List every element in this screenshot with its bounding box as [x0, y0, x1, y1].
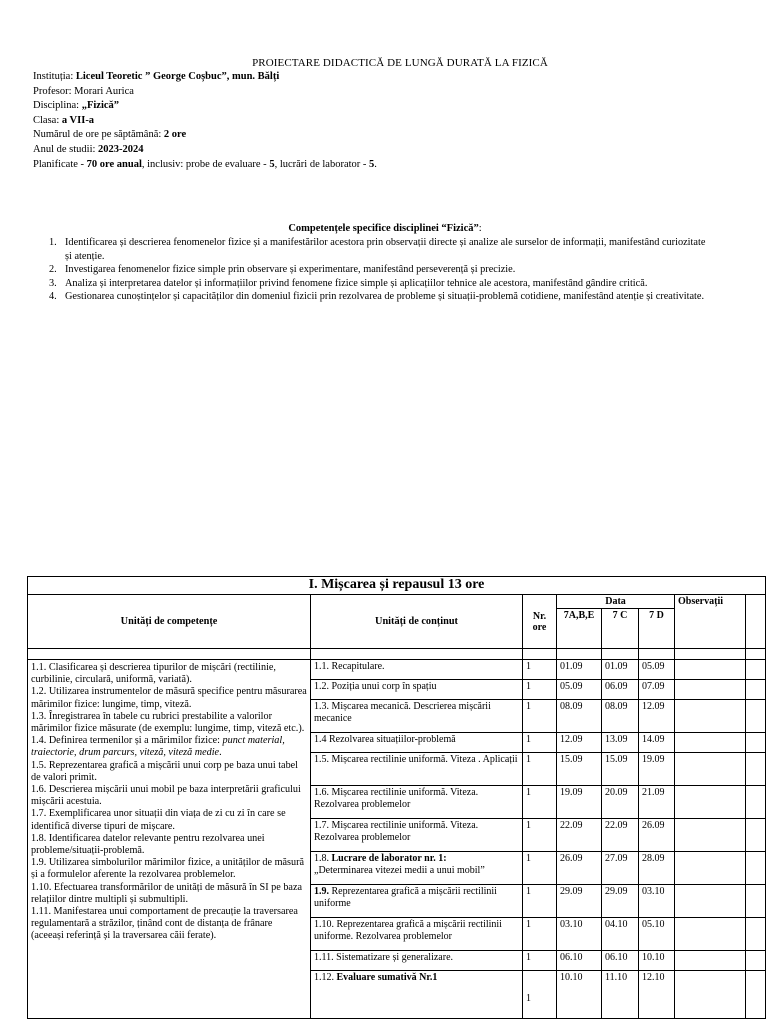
- competence-item: [49, 290, 709, 304]
- extra-cell: [746, 971, 766, 1019]
- date-cell: 04.10: [602, 918, 639, 951]
- document-info: [33, 70, 377, 172]
- competence-item: [49, 263, 709, 277]
- date-cell: 06.10: [602, 951, 639, 971]
- extra-cell: [746, 680, 766, 700]
- observations-cell: [675, 918, 746, 951]
- institution-label: Instituția:: [33, 71, 76, 82]
- hours-cell: 1: [523, 786, 557, 819]
- year-value: 2023-2024: [98, 143, 144, 155]
- discipline-value: „Fizică”: [81, 100, 120, 112]
- observations-cell: [675, 819, 746, 852]
- year-line: [33, 143, 377, 158]
- extra-cell: [746, 786, 766, 819]
- content-cell: 1.2. Poziția unui corp în spațiu: [311, 680, 523, 700]
- institution-value: Liceul Teoretic ” George Coșbuc”, mun. Bălți: [75, 71, 280, 82]
- class-line: [33, 114, 377, 129]
- evaluation-prefix: 1.12.: [314, 972, 337, 983]
- spacer-cell: [557, 649, 602, 660]
- competence-number: 3.: [49, 277, 57, 289]
- planned-mid2: , lucrări de laborator -: [274, 158, 370, 170]
- competences-heading-text: Competențele specifice disciplinei “Fizică”: [288, 223, 479, 234]
- planned-line: [33, 158, 377, 173]
- evaluation-title: Evaluare sumativă Nr.1: [336, 972, 438, 983]
- competences-heading-suffix: :: [478, 223, 482, 234]
- extra-cell: [746, 700, 766, 733]
- hours-cell: 1: [523, 753, 557, 786]
- observations-cell: [675, 786, 746, 819]
- date-group-2: 7 C: [602, 609, 639, 649]
- spacer-cell: [28, 649, 311, 660]
- unit-title: I. Mișcarea și repausul 13 ore: [28, 577, 766, 595]
- observations-cell: [675, 971, 746, 1019]
- teacher-line: [33, 85, 377, 100]
- competence-1-3: 1.3. Înregistrarea în tabele cu rubrici prestabilite a valorilor mărimilor fizice măsurate (de exemplu: lungime, timp, viteză etc.).: [31, 710, 305, 735]
- extra-cell: [746, 852, 766, 885]
- date-cell: 20.09: [602, 786, 639, 819]
- extra-cell: [746, 660, 766, 680]
- competence-1-9: 1.9. Utilizarea simbolurilor mărimilor fizice, a unităților de măsură și a formulelor aferente la rezolvarea problemelor.: [31, 857, 304, 881]
- competence-number: 4.: [49, 291, 57, 303]
- competence-1-2: 1.2. Utilizarea instrumentelor de măsură specifice pentru măsurarea mărimilor fizice: lungime, timp, viteză.: [31, 686, 307, 710]
- observations-cell: [675, 733, 746, 753]
- hours-cell: 1: [523, 819, 557, 852]
- planned-mid: , inclusiv: probe de evaluare -: [141, 158, 270, 170]
- competence-1-4-terms: punct material, traiectorie, drum parcurs, viteză, viteză medie: [31, 735, 285, 759]
- date-cell: 10.10: [639, 951, 675, 971]
- evaluations-count: 5: [269, 158, 275, 170]
- hours-label: Numărul de ore pe săptămână:: [33, 129, 164, 141]
- graph-text: Reprezentarea grafică a mișcării rectilinii uniforme: [314, 886, 497, 910]
- extra-cell: [746, 819, 766, 852]
- competence-item: [49, 277, 709, 291]
- hours-cell: 1: [523, 700, 557, 733]
- content-cell: 1.3. Mișcarea mecanică. Descrierea mișcării mecanice: [311, 700, 523, 733]
- date-cell: 22.09: [557, 819, 602, 852]
- col-header-content: Unități de conținut: [311, 595, 523, 649]
- date-cell: 08.09: [557, 700, 602, 733]
- class-value: a VII-a: [61, 114, 95, 126]
- teacher-value: Morari Aurica: [74, 85, 134, 97]
- content-cell: 1.7. Mișcarea rectilinie uniformă. Viteza. Rezolvarea problemelor: [311, 819, 523, 852]
- col-header-observations: Observații: [675, 595, 746, 649]
- date-cell: 15.09: [557, 753, 602, 786]
- document-title: PROIECTARE DIDACTICĂ DE LUNGĂ DURATĂ LA FIZICĂ: [252, 57, 548, 69]
- hours-cell: 1: [523, 660, 557, 680]
- competence-1-6: 1.6. Descrierea mișcării unui mobil pe baza interpretării graficului mișcării acestuia.: [31, 784, 301, 808]
- planned-label: Planificate -: [33, 158, 87, 170]
- hours-cell: 1: [523, 852, 557, 885]
- competence-1-8: 1.8. Identificarea datelor relevante pentru rezolvarea unei probleme/situații-problemă.: [31, 832, 265, 857]
- date-cell: 14.09: [639, 733, 675, 753]
- content-cell: 1.4 Rezolvarea situațiilor-problemă: [311, 733, 523, 753]
- graph-number: 1.9.: [314, 886, 329, 897]
- plan-table: [27, 576, 766, 1019]
- observations-cell: [675, 700, 746, 733]
- observations-cell: [675, 660, 746, 680]
- hours-cell: 1: [523, 885, 557, 918]
- spacer-cell: [746, 649, 766, 660]
- date-cell: 01.09: [557, 660, 602, 680]
- date-cell: 07.09: [639, 680, 675, 700]
- date-cell: 12.09: [557, 733, 602, 753]
- competence-1-4-end: .: [219, 747, 222, 759]
- date-cell: 27.09: [602, 852, 639, 885]
- planned-end: .: [374, 158, 377, 170]
- observations-cell: [675, 852, 746, 885]
- date-cell: 29.09: [602, 885, 639, 918]
- spacer-cell: [311, 649, 523, 660]
- competence-1-7: 1.7. Exemplificarea unor situații din viața de zi cu zi în care se identifică diverse tipuri de mișcare.: [31, 808, 286, 832]
- competences-heading: [0, 223, 768, 234]
- planned-hours: 70 ore anual: [86, 158, 142, 170]
- date-cell: 06.09: [602, 680, 639, 700]
- competence-1-5: 1.5. Reprezentarea grafică a mișcării unui corp pe baza unui tabel de valori primit.: [31, 759, 299, 783]
- date-group-3: 7 D: [639, 609, 675, 649]
- hours-cell: 1: [523, 680, 557, 700]
- content-cell: 1.10. Reprezentarea grafică a mișcării rectilinii uniforme. Rezolvarea problemelor: [311, 918, 523, 951]
- date-cell: 28.09: [639, 852, 675, 885]
- date-cell: 03.10: [639, 885, 675, 918]
- observations-cell: [675, 951, 746, 971]
- extra-cell: [746, 753, 766, 786]
- col-header-date: Data: [557, 595, 675, 609]
- competence-item: [49, 236, 709, 263]
- competence-1-11: 1.11. Manifestarea unui comportament de precauție la traversarea regulamentară a străzilor, ținând cont de distanța de frânare (aceeași referință și la traversarea căii ferate).: [31, 906, 298, 942]
- extra-cell: [746, 918, 766, 951]
- date-cell: 29.09: [557, 885, 602, 918]
- discipline-line: [33, 99, 377, 114]
- content-cell: 1.1. Recapitulare.: [311, 660, 523, 680]
- date-cell: 05.09: [557, 680, 602, 700]
- observations-cell: [675, 680, 746, 700]
- extra-cell: [746, 951, 766, 971]
- spacer-cell: [523, 649, 557, 660]
- date-cell: 05.09: [639, 660, 675, 680]
- labs-count: 5: [369, 158, 375, 170]
- date-cell: 26.09: [557, 852, 602, 885]
- graph-content-cell: [311, 885, 523, 918]
- spacer-cell: [675, 649, 746, 660]
- date-cell: 21.09: [639, 786, 675, 819]
- date-cell: 03.10: [557, 918, 602, 951]
- competence-1-4-text: 1.4. Definirea termenilor și a mărimilor fizice:: [31, 735, 223, 747]
- competence-text: Identificarea și descrierea fenomenelor fizice și a manifestărilor acestora prin observații directe și analize ale surselor de informații, manifestând curiozitate și atenție.: [65, 237, 706, 262]
- col-header-hours: Nr. ore: [523, 595, 557, 649]
- competence-1-10: 1.10. Efectuarea transformărilor de unități de măsură în SI pe baza relațiilor dintre multipli și submultipli.: [31, 881, 302, 905]
- year-label: Anul de studii:: [33, 143, 99, 155]
- competence-text: Investigarea fenomenelor fizice simple prin observare și experimentare, manifestând perseverență și precizie.: [65, 264, 516, 276]
- institution-line: [33, 70, 377, 85]
- competence-1-1: 1.1. Clasificarea și descrierea tipurilor de mișcări (rectilinie, curbilinie, circulară, uniformă, variată).: [31, 662, 276, 686]
- competence-number: 2.: [49, 264, 57, 276]
- lab-content-cell: [311, 852, 523, 885]
- competences-cell: [28, 660, 311, 1019]
- content-cell: 1.6. Mișcarea rectilinie uniformă. Viteza. Rezolvarea problemelor: [311, 786, 523, 819]
- lab-description: „Determinarea vitezei medii a unui mobil”: [314, 865, 485, 877]
- extra-cell: [746, 733, 766, 753]
- date-cell: 12.09: [639, 700, 675, 733]
- date-cell: 13.09: [602, 733, 639, 753]
- hours-cell: 1: [523, 971, 557, 1019]
- teacher-label: Profesor:: [33, 85, 75, 97]
- lab-title: Lucrare de laborator nr. 1:: [331, 853, 447, 864]
- date-cell: 11.10: [602, 971, 639, 1019]
- competence-text: Analiza și interpretarea datelor și informațiilor privind fenomene fizice simple și aplicațiilor tehnice ale acestora, manifestând gândire critică.: [65, 277, 648, 289]
- competence-1-4: [31, 735, 307, 759]
- content-cell: 1.5. Mișcarea rectilinie uniformă. Viteza . Aplicații: [311, 753, 523, 786]
- col-header-competences: Unități de competențe: [28, 595, 311, 649]
- hours-value: 2 ore: [163, 129, 187, 141]
- date-cell: 12.10: [639, 971, 675, 1019]
- date-cell: 08.09: [602, 700, 639, 733]
- date-cell: 22.09: [602, 819, 639, 852]
- hours-cell: 1: [523, 733, 557, 753]
- date-cell: 05.10: [639, 918, 675, 951]
- date-cell: 01.09: [602, 660, 639, 680]
- class-label: Clasa:: [33, 114, 62, 126]
- observations-cell: [675, 753, 746, 786]
- evaluation-content-cell: [311, 971, 523, 1019]
- date-cell: 15.09: [602, 753, 639, 786]
- competence-number: 1.: [49, 237, 57, 248]
- date-cell: 10.10: [557, 971, 602, 1019]
- hours-line: [33, 128, 377, 143]
- hours-cell: 1: [523, 951, 557, 971]
- observations-cell: [675, 885, 746, 918]
- hours-cell: 1: [523, 918, 557, 951]
- date-group-1: 7A,B,E: [557, 609, 602, 649]
- extra-cell: [746, 885, 766, 918]
- competences-list: [49, 236, 709, 304]
- lab-prefix: 1.8.: [314, 853, 332, 864]
- date-cell: 06.10: [557, 951, 602, 971]
- content-cell: 1.11. Sistematizare și generalizare.: [311, 951, 523, 971]
- spacer-cell: [602, 649, 639, 660]
- discipline-label: Disciplina:: [33, 100, 82, 112]
- extra-column-header: [746, 595, 766, 649]
- competence-text: Gestionarea cunoștințelor și capacităților din domeniul fizicii prin rezolvarea de probleme și situații-problemă cotidiene, manifestând atenție și creativitate.: [65, 291, 705, 303]
- date-cell: 26.09: [639, 819, 675, 852]
- date-cell: 19.09: [557, 786, 602, 819]
- date-cell: 19.09: [639, 753, 675, 786]
- spacer-cell: [639, 649, 675, 660]
